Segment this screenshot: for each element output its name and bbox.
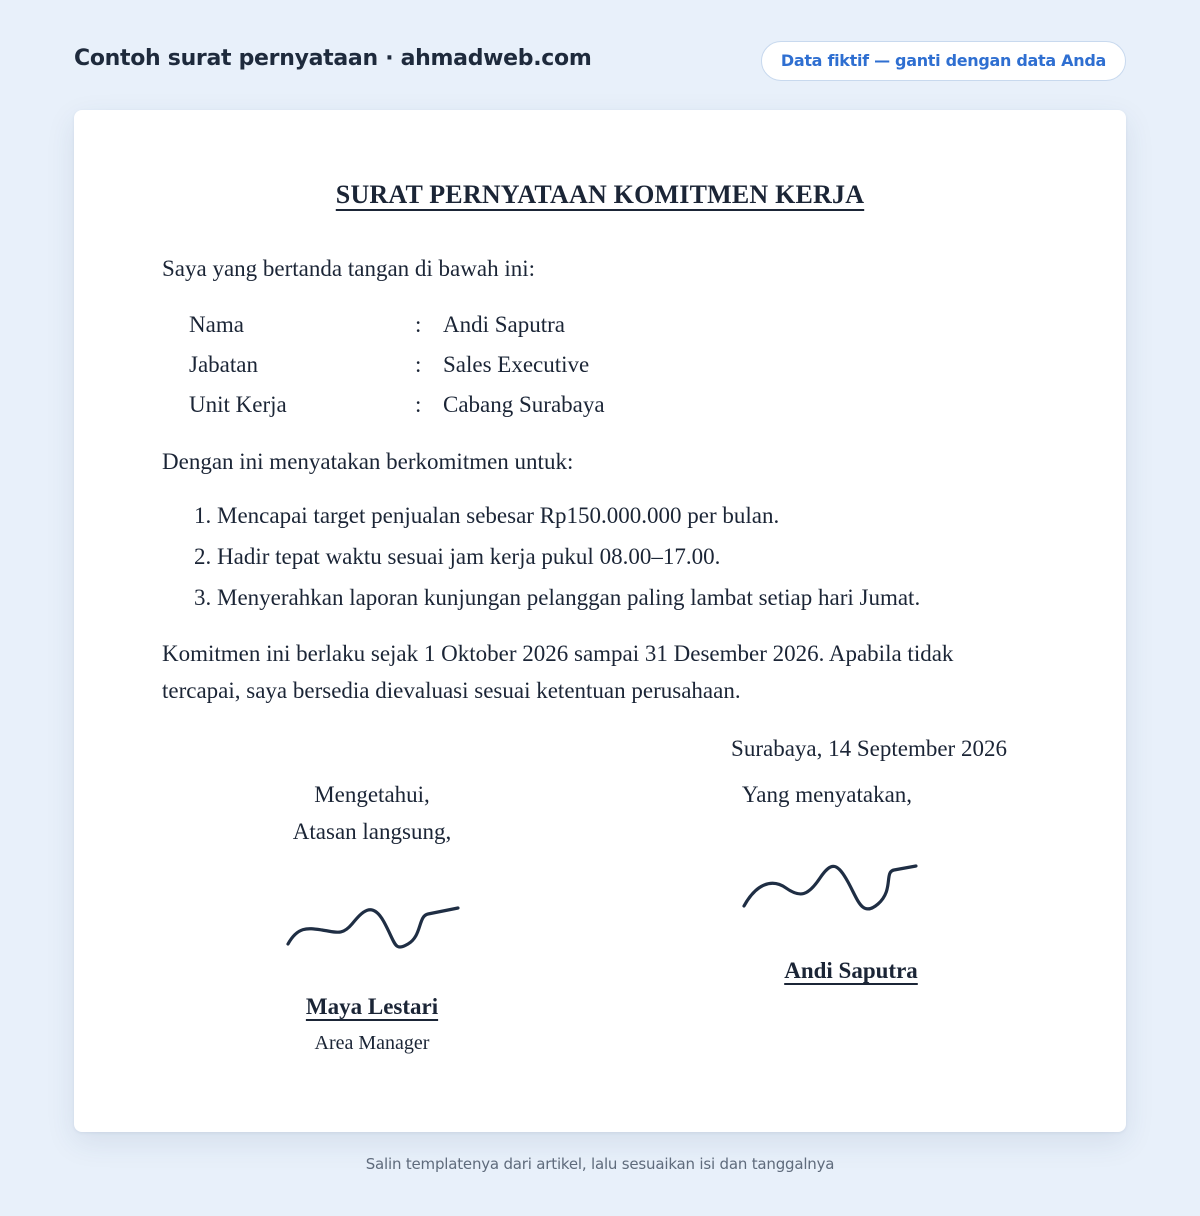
field-row-unit-kerja (189, 390, 789, 420)
commitment-item: 2. Hadir tepat waktu sesuai jam kerja pukul 08.00–17.00. (194, 544, 721, 569)
right-signatory-block (694, 736, 1044, 996)
footer-note: Salin templatenya dari artikel, lalu sesuaikan isi dan tanggalnya (365, 1155, 835, 1173)
site-title: Contoh surat pernyataan · ahmadweb.com (74, 46, 592, 71)
right-signatory-name: Andi Saputra (784, 958, 918, 983)
statement-text: Dengan ini menyatakan berkomitmen untuk: (162, 449, 574, 474)
left-signature-scribble (284, 900, 464, 956)
left-signatory-block (234, 782, 510, 1072)
field-label: Unit Kerja (189, 392, 287, 417)
right-signature-scribble (738, 862, 918, 918)
right-signature-image (738, 862, 918, 918)
left-signatory-name: Maya Lestari (305, 994, 439, 1019)
right-signatory-intro: Yang menyatakan, (741, 782, 913, 807)
field-value: Andi Saputra (443, 312, 566, 337)
field-row-jabatan (189, 350, 789, 380)
left-signature-image (284, 900, 464, 956)
field-row-nama (189, 310, 789, 340)
intro-text: Saya yang bertanda tangan di bawah ini: (162, 256, 535, 281)
commitment-item: 3. Menyerahkan laporan kunjungan pelanggan paling lambat setiap hari Jumat. (194, 585, 921, 610)
field-colon: : (415, 392, 422, 417)
top-bar (74, 40, 1126, 84)
field-value: Sales Executive (443, 352, 590, 377)
field-colon: : (415, 352, 422, 377)
document-title-text: SURAT PERNYATAAN KOMITMEN KERJA (335, 180, 865, 209)
field-label: Jabatan (189, 352, 258, 377)
fictional-data-badge: Data fiktif — ganti dengan data Anda (761, 41, 1126, 81)
left-signatory-intro: Mengetahui, (314, 782, 430, 807)
place-date: Surabaya, 14 September 2026 (731, 736, 1007, 761)
left-signatory-position: Atasan langsung, (292, 819, 452, 844)
commitment-item: 1. Mencapai target penjualan sebesar Rp150.000.000 per bulan. (194, 503, 780, 528)
document-title (74, 180, 1126, 210)
field-colon: : (415, 312, 422, 337)
field-label: Nama (189, 312, 244, 337)
closing-text: Komitmen ini berlaku sejak 1 Oktober 2026 sampai 31 Desember 2026. Apabila tidak tercapai, saya bersedia dievaluasi sesuai ketentuan perusahaan. (162, 641, 954, 703)
field-value: Cabang Surabaya (443, 392, 605, 417)
letter-document (74, 110, 1126, 1132)
left-signatory-role: Area Manager (314, 1032, 430, 1054)
